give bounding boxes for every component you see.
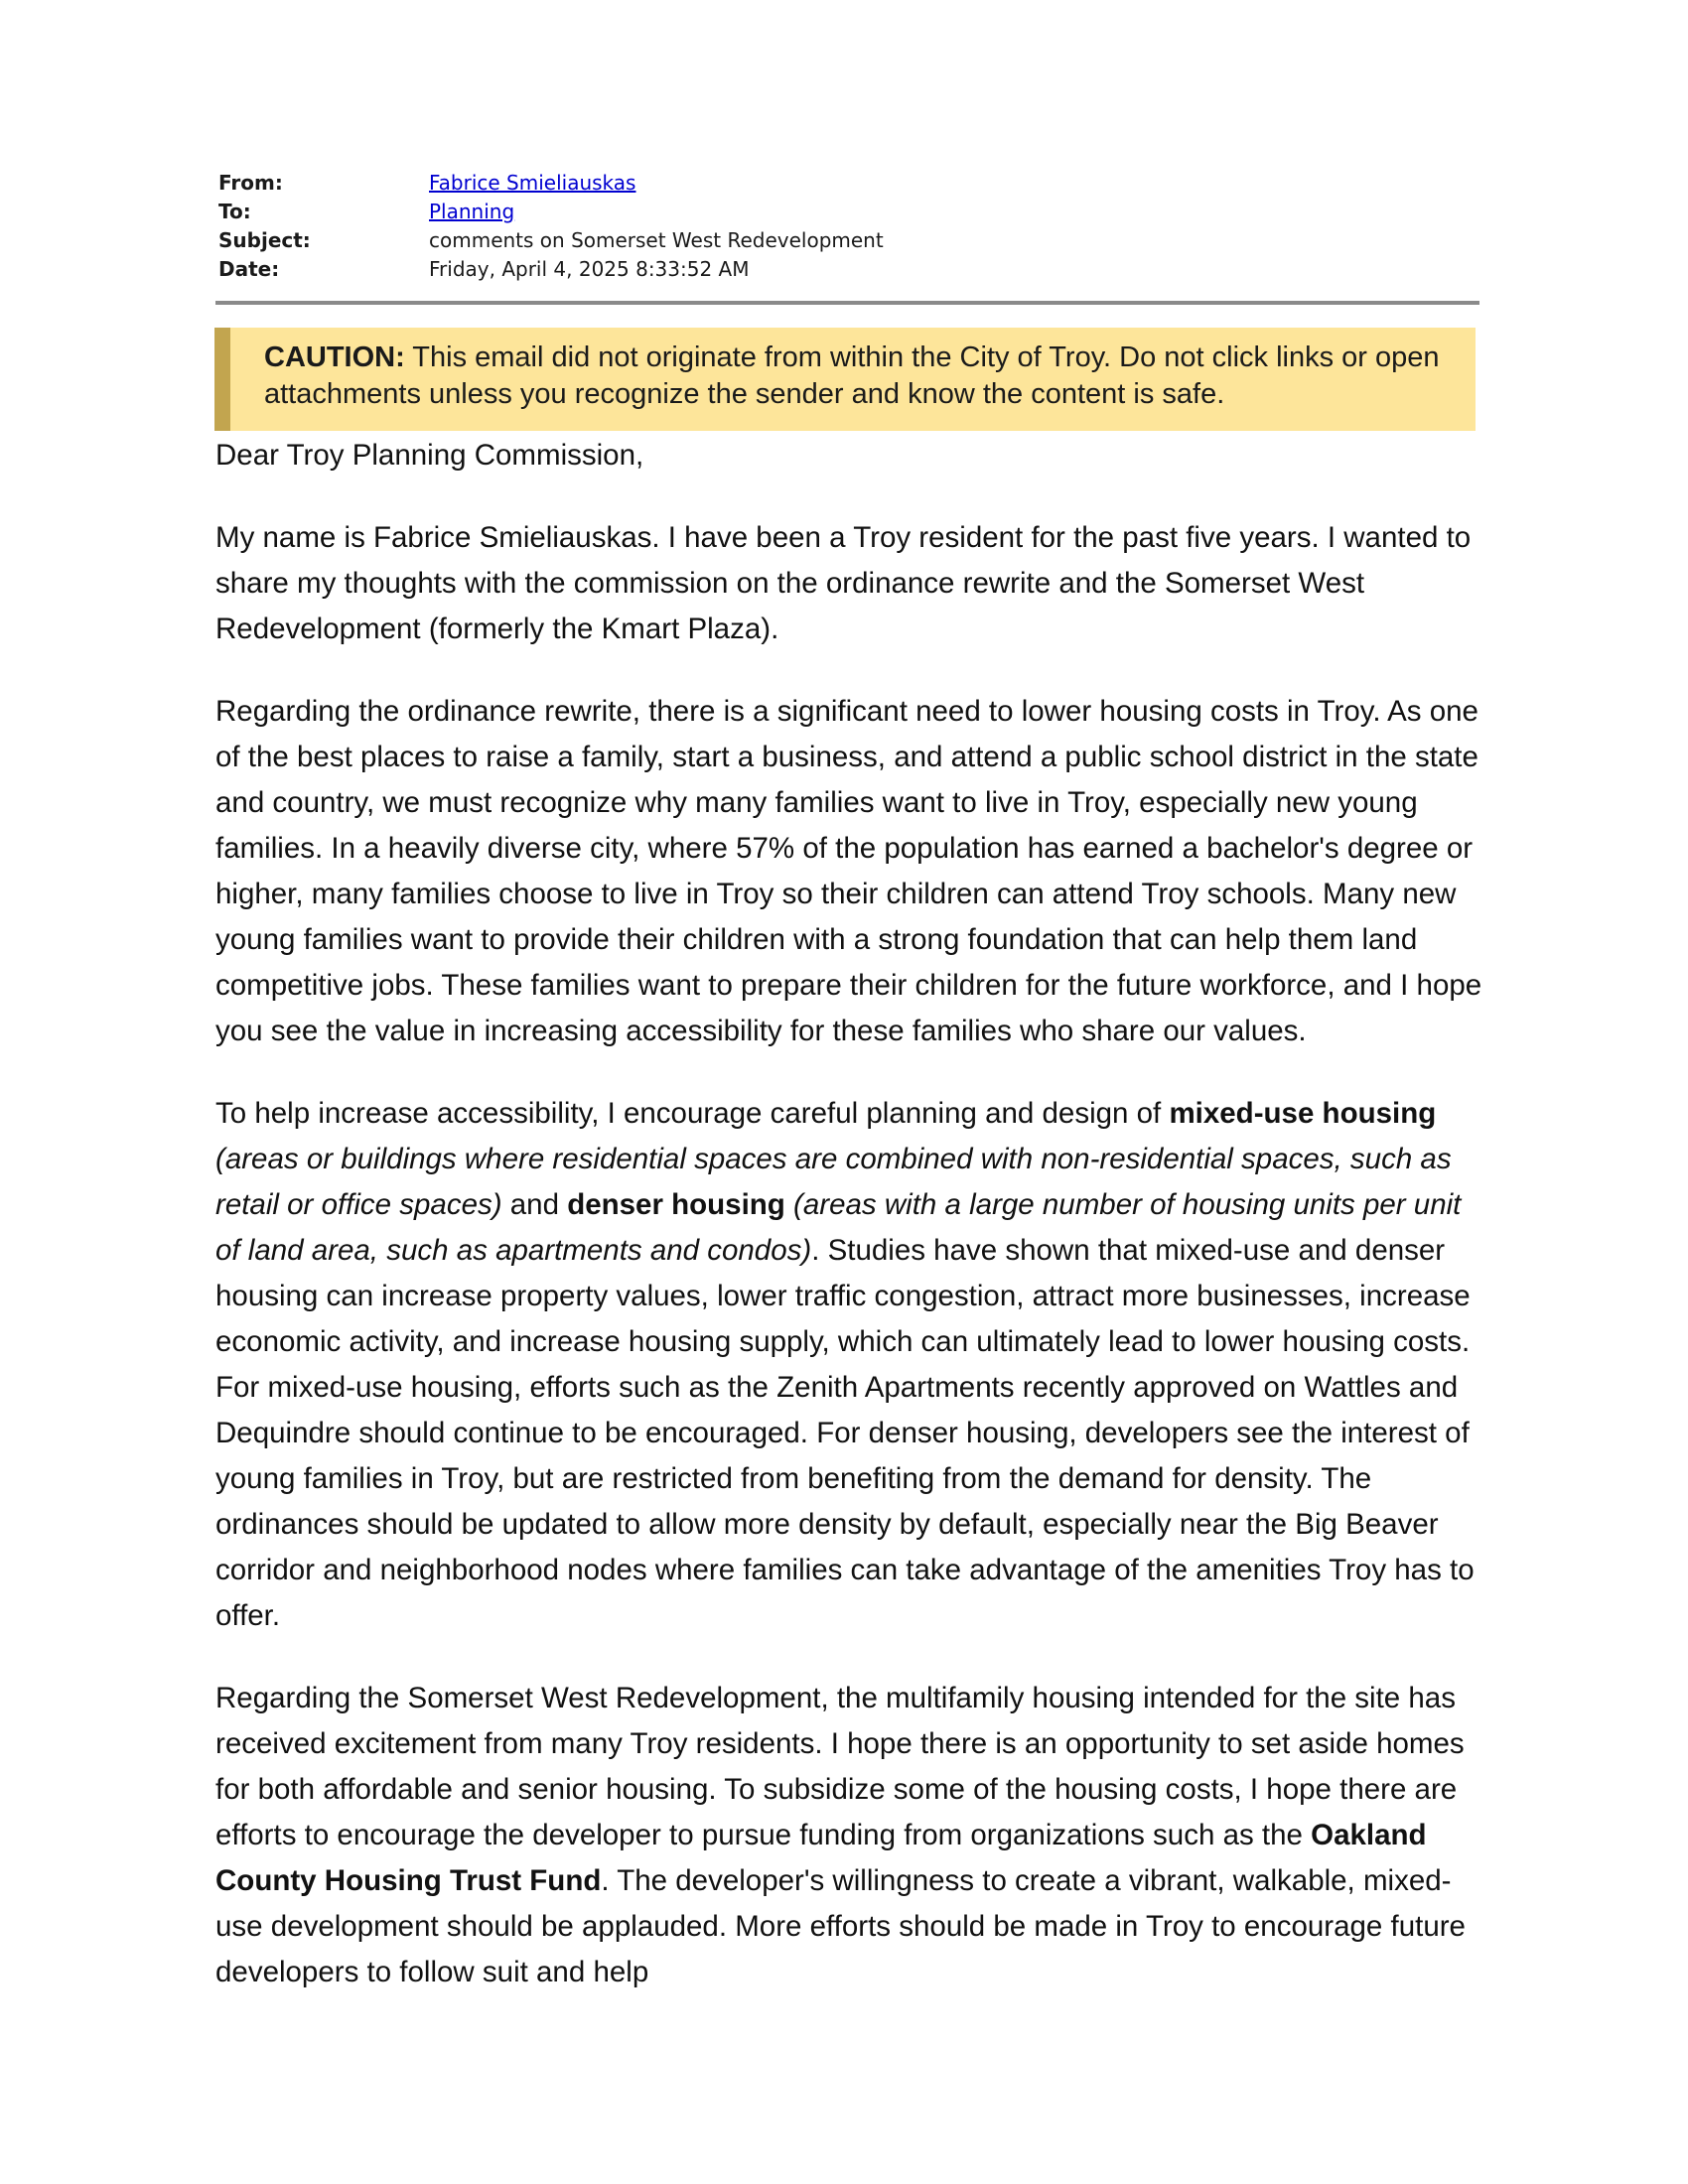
header-divider [215, 301, 1479, 305]
greeting: Dear Troy Planning Commission, [215, 439, 644, 472]
p3-text-3: and [501, 1188, 568, 1221]
paragraph-2: Regarding the ordinance rewrite, there is a significant need to lower housing costs in Troy. As one of the best places to raise a family, start a business, and attend a public school district in the state and country, we must recognize why many families want to live in Troy, especially new young families. In a heavily diverse city, where 57% of the population has earned a bachelor's degree or higher, many families choose to live in Troy so their children can attend Troy schools. Many new young families want to provide their children with a strong foundation that can help them land competitive jobs. These families want to prepare their children for the future workforce, and I hope you see the value in increasing accessibility for these families who share our values. [215, 695, 1482, 1047]
p3-italic-1: (areas or buildings where residential spaces are combined with non-residential spaces, such as retail or office spaces) [215, 1143, 1452, 1221]
to-row [218, 198, 1479, 226]
date-value: Friday, April 4, 2025 8:33:52 AM [429, 257, 750, 281]
email-header [218, 169, 1479, 284]
to-label: To: [218, 200, 251, 223]
paragraph-1: My name is Fabrice Smieliauskas. I have been a Troy resident for the past five years. I wanted to share my thoughts with the commission on the ordinance rewrite and the Somerset West Redevelopment (formerly the Kmart Plaza). [215, 521, 1472, 645]
subject-label: Subject: [218, 228, 311, 252]
p3-text-4 [785, 1188, 793, 1221]
date-row [218, 255, 1479, 284]
p4-text-1: Regarding the Somerset West Redevelopment, the multifamily housing intended for the site has received excitement from many Troy residents. I hope there is an opportunity to set aside homes for both affordable and senior housing. To subsidize some of the housing costs, I hope there are efforts to encourage the developer to pursue funding from organizations such as the [215, 1682, 1465, 1851]
paragraph-3 [215, 1091, 1486, 1639]
p3-text-5: . Studies have shown that mixed-use and denser housing can increase property values, lower traffic congestion, attract more businesses, increase economic activity, and increase housing supply, which can ultimately lead to lower housing costs. For mixed-use housing, efforts such as the Zenith Apartments recently approved on Wattles and Dequindre should continue to be encouraged. For denser housing, developers see the interest of young families in Troy, but are restricted from benefiting from the demand for density. The ordinances should be updated to allow more density by default, especially near the Big Beaver corridor and neighborhood nodes where families can take advantage of the amenities Troy has to offer. [215, 1234, 1475, 1632]
caution-text: This email did not originate from within the City of Troy. Do not click links or open attachments unless you recognize the sender and know the content is safe. [264, 341, 1440, 410]
caution-banner [214, 328, 1476, 431]
to-link[interactable]: Planning [429, 200, 515, 223]
p3-bold-mixed-use: mixed-use housing [1169, 1097, 1437, 1130]
subject-row [218, 226, 1479, 255]
caution-label: CAUTION: [264, 341, 405, 373]
from-row [218, 169, 1479, 198]
p3-text-1: To help increase accessibility, I encourage careful planning and design of [215, 1097, 1170, 1130]
p4-text-2: . The developer's willingness to create a vibrant, walkable, mixed-use development should be applauded. More efforts should be made in Troy to encourage future developers to follow suit and help [215, 1864, 1466, 1988]
p3-italic-2: (areas with a large number of housing units per unit of land area, such as apartments and condos) [215, 1188, 1462, 1267]
date-label: Date: [218, 257, 280, 281]
paragraph-4 [215, 1676, 1486, 1995]
email-body [215, 433, 1486, 2032]
subject-value: comments on Somerset West Redevelopment [429, 228, 884, 252]
from-label: From: [218, 171, 283, 195]
p4-bold-trust-fund: Oakland County Housing Trust Fund [215, 1819, 1427, 1897]
from-link[interactable]: Fabrice Smieliauskas [429, 171, 636, 195]
p3-bold-denser: denser housing [567, 1188, 785, 1221]
